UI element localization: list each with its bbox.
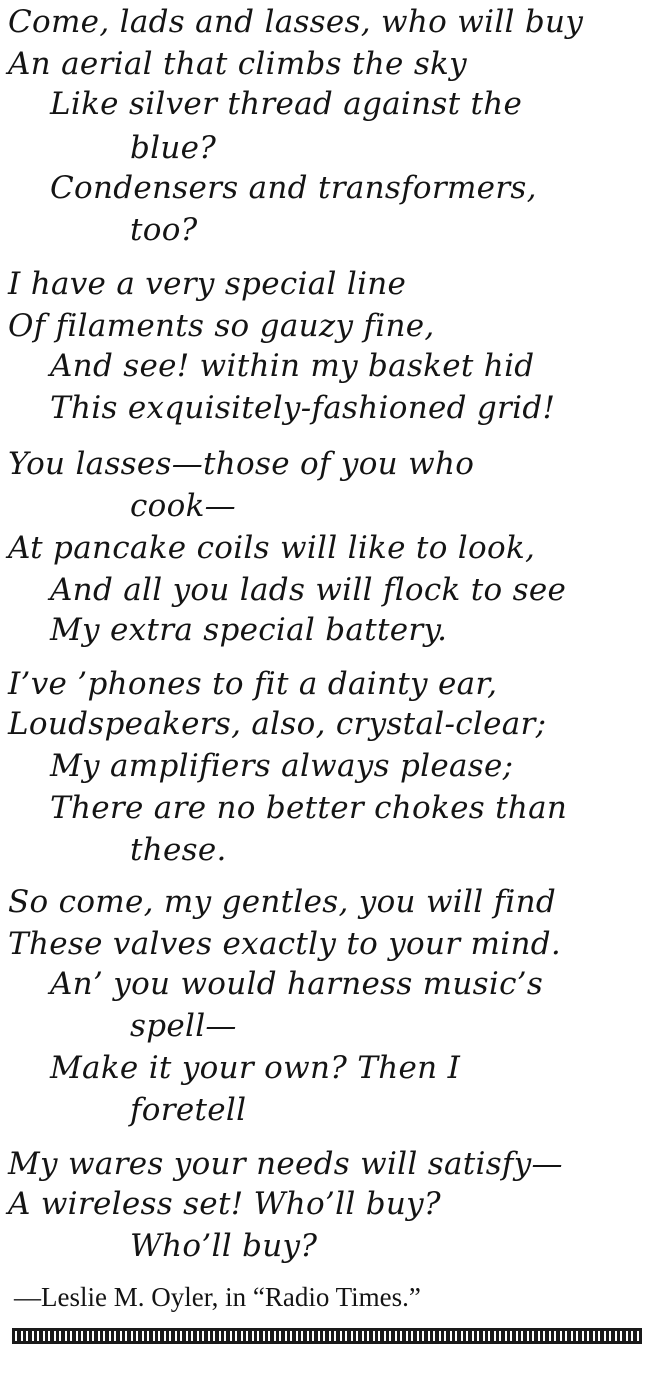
poem-line: blue? (130, 130, 217, 166)
poem-line: My amplifiers always please; (50, 748, 514, 784)
poem-line: An aerial that climbs the sky (8, 46, 467, 82)
poem-line: So come, my gentles, you will find (8, 884, 557, 920)
poem-line: These valves exactly to your mind. (8, 926, 562, 962)
poem-line: Loudspeakers, also, crystal-clear; (8, 706, 547, 742)
poem-line: Who’ll buy? (130, 1228, 318, 1264)
poem-line: At pancake coils will like to look, (8, 530, 536, 566)
poem-line: Make it your own? Then I (50, 1050, 461, 1086)
attribution: —Leslie M. Oyler, in “Radio Times.” (14, 1282, 421, 1312)
poem-line: foretell (130, 1092, 247, 1128)
poem-line: This exquisitely-fashioned grid! (50, 390, 556, 426)
poem-line: You lasses—those of you who (8, 446, 475, 482)
poem-line: Of filaments so gauzy fine, (8, 308, 435, 344)
poem-line: There are no better chokes than (50, 790, 568, 826)
poem-line: I’ve ’phones to fit a dainty ear, (8, 666, 498, 702)
poem-line: too? (130, 212, 198, 248)
poem-line: My wares your needs will satisfy— (8, 1146, 563, 1182)
poem-line: My extra special battery. (50, 612, 448, 648)
poem-line: Like silver thread against the (50, 86, 523, 122)
poem-line: An’ you would harness music’s (50, 966, 544, 1002)
decorative-border-rule (12, 1328, 642, 1344)
poem-line: And all you lads will flock to see (50, 572, 567, 608)
poem-line: these. (130, 832, 227, 868)
poem-line: cook— (130, 488, 236, 524)
poem-line: A wireless set! Who’ll buy? (8, 1186, 441, 1222)
poem-line: And see! within my basket hid (50, 348, 535, 384)
poem-line: I have a very special line (8, 266, 407, 302)
poem-line: Condensers and transformers, (50, 170, 537, 206)
poem-line: spell— (130, 1008, 237, 1044)
poem-line: Come, lads and lasses, who will buy (8, 4, 584, 40)
